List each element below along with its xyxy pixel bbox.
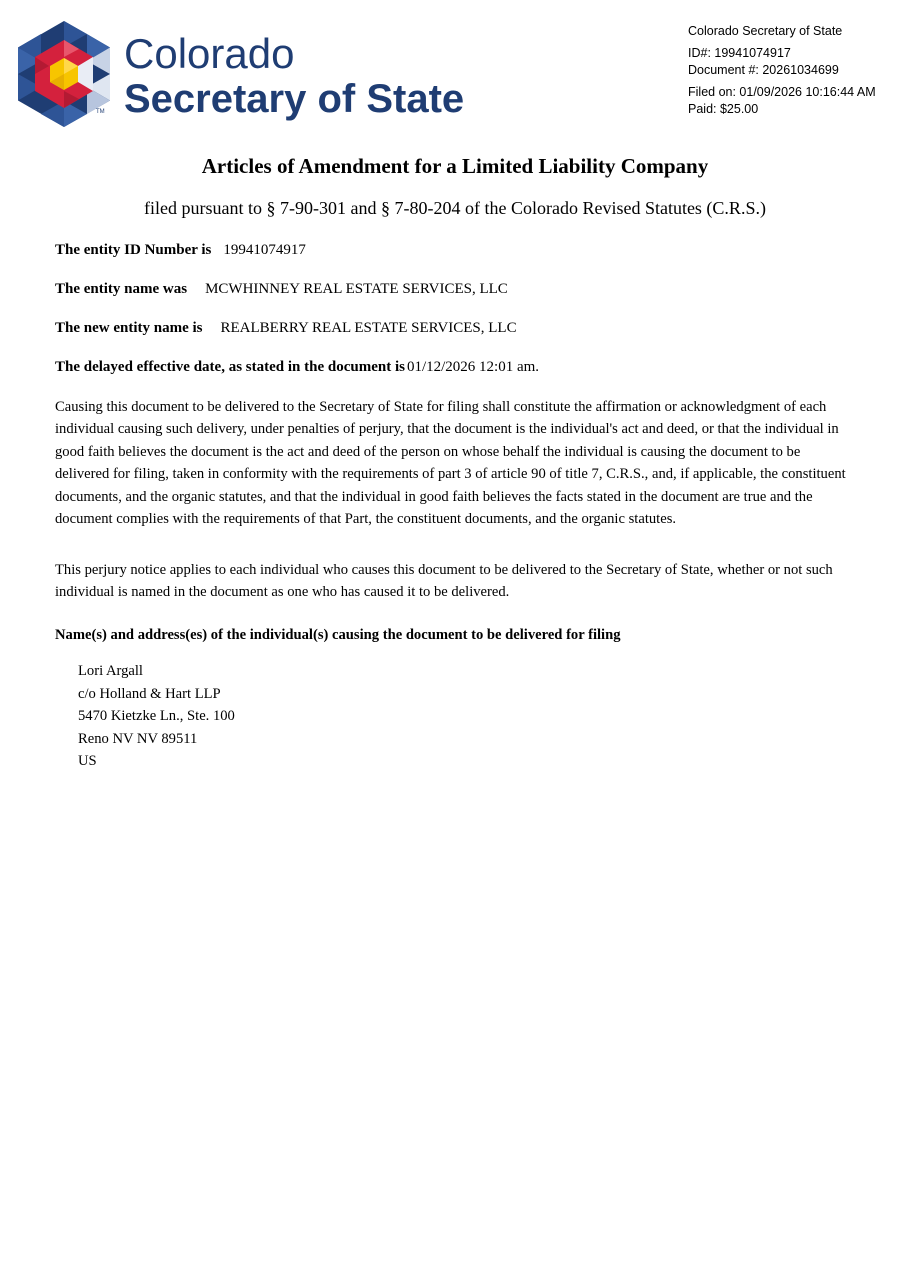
perjury-notice-paragraph: This perjury notice applies to each individual who causes this document to be delivered to the Secretary of State, whether or not such individual is named in the document as one who has caused it to be delivered. [55,562,833,601]
field-entity-id-value: 19941074917 [223,242,306,258]
field-entity-id-label: The entity ID Number is [55,242,212,258]
filer-city-state-zip: Reno NV NV 89511 [78,730,198,747]
stamp-filed-on: Filed on: 01/09/2026 10:16:44 AM [688,85,876,99]
stamp-document-number: Document #: 20261034699 [688,63,839,77]
filer-address-block [78,660,235,773]
field-new-entity-name-label: The new entity name is [55,320,203,336]
field-old-entity-name-value: MCWHINNEY REAL ESTATE SERVICES, LLC [205,281,508,297]
logo-word-colorado: Colorado [124,30,295,77]
field-old-entity-name-label: The entity name was [55,281,188,297]
filer-name: Lori Argall [78,663,143,679]
field-new-entity-name-value: REALBERRY REAL ESTATE SERVICES, LLC [220,320,517,336]
document-title: Articles of Amendment for a Limited Liability Company [201,154,709,178]
field-effective-date [55,359,539,376]
document-subtitle: filed pursuant to § 7-90-301 and § 7-80-204 of the Colorado Revised Statutes (C.R.S.) [144,198,766,218]
stamp-paid: Paid: $25.00 [688,102,759,116]
field-entity-id [55,242,306,259]
filing-stamp [688,23,898,118]
affirmation-paragraph: Causing this document to be delivered to the Secretary of State for filing shall constitute the affirmation or acknowledgment of each individual causing such delivery, under penalties of perjury, that the document is the individual's act and deed, or that the individual in good faith believes the document is the act and deed of the person on whose behalf the individual is causing the document to be delivered for filing, taken in conformity with the requirements of part 3 of article 90 of title 7, C.R.S., and, if applicable, the constituent documents, and the organic statutes, and that the individual in good faith believes the facts stated in the document are true and the document complies with the requirements of that Part, the constituent documents, and the organic statutes. [55,399,846,528]
field-effective-date-value: 01/12/2026 12:01 am. [406,359,540,375]
filer-country: US [78,753,97,769]
filer-street: 5470 Kietzke Ln., Ste. 100 [78,708,235,724]
svg-text:TM: TM [96,109,105,115]
stamp-office: Colorado Secretary of State [688,24,843,38]
colorado-sos-logo [16,20,506,130]
logo-word-secretary-of-state: Secretary of State [124,77,465,121]
filer-care-of: c/o Holland & Hart LLP [78,685,221,702]
field-old-entity-name [55,281,508,298]
field-new-entity-name [55,320,517,337]
stamp-id: ID#: 19941074917 [688,46,791,60]
field-effective-date-label: The delayed effective date, as stated in the document is [55,359,405,375]
logo-graphic [16,20,506,130]
filer-section-heading: Name(s) and address(es) of the individual(s) causing the document to be delivered for filing [55,627,621,643]
